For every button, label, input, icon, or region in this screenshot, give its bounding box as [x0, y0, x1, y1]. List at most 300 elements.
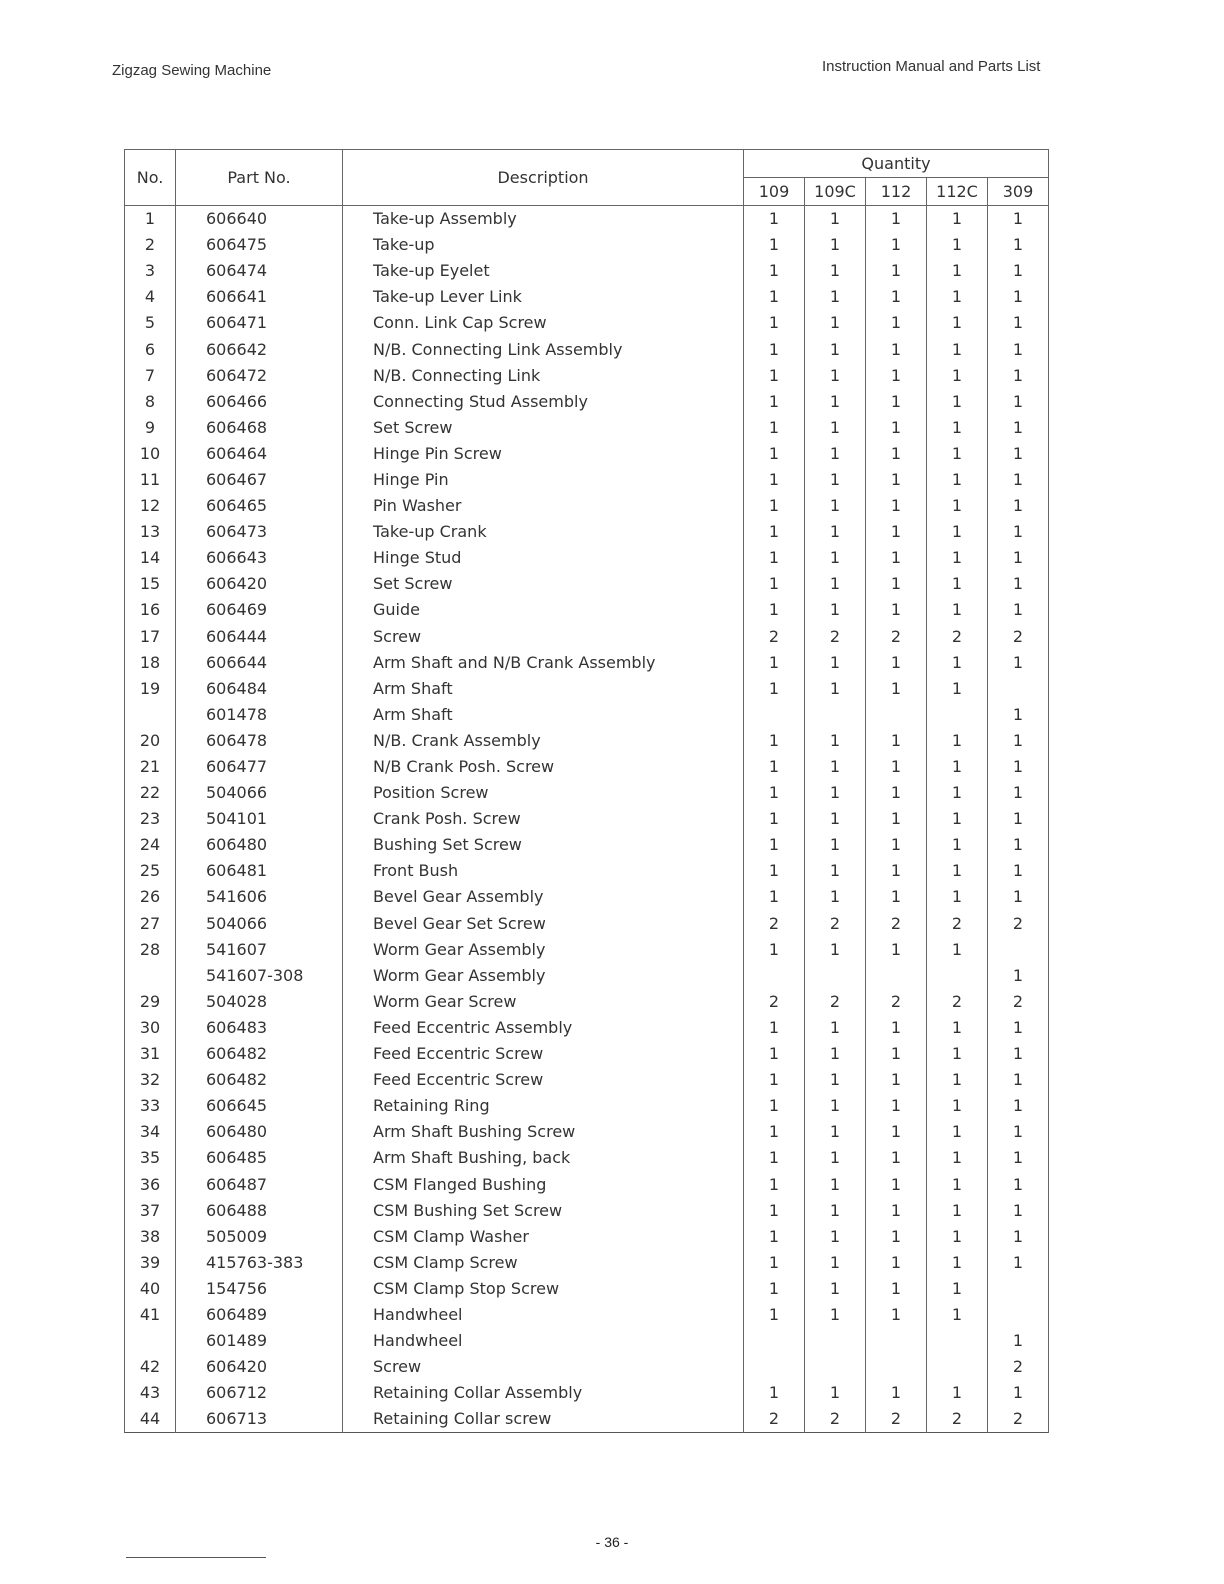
- qty-109c: 1: [805, 650, 866, 676]
- qty-109: 1: [744, 1224, 805, 1250]
- qty-109: 1: [744, 1380, 805, 1406]
- qty-112c: 1: [927, 519, 988, 545]
- qty-109: 2: [744, 1406, 805, 1433]
- description: Retaining Ring: [343, 1093, 744, 1119]
- description: Worm Gear Screw: [343, 989, 744, 1015]
- qty-109c: 1: [805, 467, 866, 493]
- table-row: [125, 1198, 1049, 1224]
- column-header-no: No.: [125, 150, 176, 206]
- qty-112c: [927, 1354, 988, 1380]
- qty-112c: 1: [927, 1015, 988, 1041]
- description: Arm Shaft Bushing, back: [343, 1145, 744, 1171]
- qty-112: 1: [866, 310, 927, 336]
- description: Worm Gear Assembly: [343, 937, 744, 963]
- item-number: 3: [125, 258, 176, 284]
- part-number: 606475: [176, 232, 343, 258]
- qty-112: 1: [866, 597, 927, 623]
- qty-309: 1: [988, 728, 1049, 754]
- qty-112c: 1: [927, 1224, 988, 1250]
- column-header-quantity: Quantity: [744, 150, 1049, 178]
- description: Bevel Gear Set Screw: [343, 911, 744, 937]
- qty-109c: 1: [805, 206, 866, 233]
- qty-309: 1: [988, 493, 1049, 519]
- qty-112: 1: [866, 754, 927, 780]
- table-row: [125, 519, 1049, 545]
- qty-109: 1: [744, 1198, 805, 1224]
- part-number: 606643: [176, 545, 343, 571]
- part-number: 504101: [176, 806, 343, 832]
- qty-112: 2: [866, 1406, 927, 1433]
- item-number: 37: [125, 1198, 176, 1224]
- qty-112c: 1: [927, 728, 988, 754]
- part-number: 415763-383: [176, 1250, 343, 1276]
- description: Retaining Collar screw: [343, 1406, 744, 1433]
- part-number: 606489: [176, 1302, 343, 1328]
- qty-109: 1: [744, 884, 805, 910]
- qty-109c: 2: [805, 911, 866, 937]
- part-number: 606474: [176, 258, 343, 284]
- qty-112c: [927, 1328, 988, 1354]
- description: Guide: [343, 597, 744, 623]
- qty-109: 1: [744, 728, 805, 754]
- qty-112: 1: [866, 493, 927, 519]
- qty-309: 1: [988, 1224, 1049, 1250]
- description: Take-up Eyelet: [343, 258, 744, 284]
- column-header-model-109C: 109C: [805, 178, 866, 206]
- table-row: [125, 1380, 1049, 1406]
- item-number: 19: [125, 676, 176, 702]
- part-number: 606469: [176, 597, 343, 623]
- qty-109c: 1: [805, 232, 866, 258]
- description: Hinge Pin: [343, 467, 744, 493]
- qty-309: 1: [988, 1119, 1049, 1145]
- qty-112c: [927, 702, 988, 728]
- qty-112: 1: [866, 937, 927, 963]
- description: Screw: [343, 624, 744, 650]
- qty-112: 1: [866, 284, 927, 310]
- qty-309: 1: [988, 545, 1049, 571]
- qty-309: 1: [988, 650, 1049, 676]
- part-number: 606483: [176, 1015, 343, 1041]
- qty-112: [866, 1354, 927, 1380]
- part-number: 606472: [176, 363, 343, 389]
- table-row: [125, 284, 1049, 310]
- table-row: [125, 937, 1049, 963]
- qty-112c: 1: [927, 1276, 988, 1302]
- item-number: [125, 963, 176, 989]
- part-number: 606480: [176, 832, 343, 858]
- qty-112c: 1: [927, 1198, 988, 1224]
- item-number: 28: [125, 937, 176, 963]
- item-number: 38: [125, 1224, 176, 1250]
- table-row: [125, 493, 1049, 519]
- column-header-model-109: 109: [744, 178, 805, 206]
- qty-112c: 1: [927, 650, 988, 676]
- item-number: 16: [125, 597, 176, 623]
- qty-109c: 1: [805, 754, 866, 780]
- qty-109: 1: [744, 1171, 805, 1197]
- qty-112: 1: [866, 676, 927, 702]
- item-number: 6: [125, 336, 176, 362]
- part-number: 504028: [176, 989, 343, 1015]
- qty-109: [744, 1328, 805, 1354]
- description: Set Screw: [343, 571, 744, 597]
- item-number: 22: [125, 780, 176, 806]
- qty-112c: 1: [927, 858, 988, 884]
- qty-309: 1: [988, 441, 1049, 467]
- part-number: 606480: [176, 1119, 343, 1145]
- part-number: 606642: [176, 336, 343, 362]
- qty-112: 1: [866, 1198, 927, 1224]
- qty-109c: 1: [805, 258, 866, 284]
- table-row: [125, 1250, 1049, 1276]
- qty-109: 1: [744, 754, 805, 780]
- description: Take-up: [343, 232, 744, 258]
- item-number: 41: [125, 1302, 176, 1328]
- qty-309: [988, 1276, 1049, 1302]
- qty-109c: 1: [805, 389, 866, 415]
- description: CSM Clamp Washer: [343, 1224, 744, 1250]
- qty-309: 1: [988, 571, 1049, 597]
- part-number: 606640: [176, 206, 343, 233]
- item-number: [125, 702, 176, 728]
- item-number: 40: [125, 1276, 176, 1302]
- description: Bevel Gear Assembly: [343, 884, 744, 910]
- part-number: 606473: [176, 519, 343, 545]
- table-row: [125, 806, 1049, 832]
- qty-109c: 1: [805, 284, 866, 310]
- table-row: [125, 415, 1049, 441]
- item-number: 20: [125, 728, 176, 754]
- qty-112c: 1: [927, 363, 988, 389]
- qty-109c: [805, 702, 866, 728]
- part-number: 606645: [176, 1093, 343, 1119]
- qty-112: [866, 963, 927, 989]
- description: Take-up Assembly: [343, 206, 744, 233]
- table-row: [125, 1119, 1049, 1145]
- table-row: [125, 545, 1049, 571]
- description: Take-up Crank: [343, 519, 744, 545]
- qty-112c: 1: [927, 467, 988, 493]
- part-number: 606484: [176, 676, 343, 702]
- part-number: 505009: [176, 1224, 343, 1250]
- part-number: 601489: [176, 1328, 343, 1354]
- qty-112: 1: [866, 1119, 927, 1145]
- qty-109: [744, 702, 805, 728]
- qty-112: 1: [866, 780, 927, 806]
- qty-109: 1: [744, 336, 805, 362]
- table-row: [125, 780, 1049, 806]
- qty-112: [866, 702, 927, 728]
- qty-112: 1: [866, 441, 927, 467]
- table-row: [125, 1406, 1049, 1433]
- qty-109c: 1: [805, 493, 866, 519]
- qty-309: 1: [988, 206, 1049, 233]
- part-number: 606467: [176, 467, 343, 493]
- description: Front Bush: [343, 858, 744, 884]
- item-number: 1: [125, 206, 176, 233]
- qty-112c: 1: [927, 310, 988, 336]
- qty-109: 1: [744, 415, 805, 441]
- qty-109: 1: [744, 676, 805, 702]
- qty-109: [744, 1354, 805, 1380]
- qty-112: 1: [866, 1067, 927, 1093]
- qty-109c: 2: [805, 1406, 866, 1433]
- qty-109c: 1: [805, 1067, 866, 1093]
- qty-112: 1: [866, 415, 927, 441]
- qty-112: 1: [866, 650, 927, 676]
- qty-309: 1: [988, 1093, 1049, 1119]
- part-number: 606482: [176, 1041, 343, 1067]
- part-number: 606471: [176, 310, 343, 336]
- table-row: [125, 258, 1049, 284]
- item-number: 24: [125, 832, 176, 858]
- table-row: [125, 336, 1049, 362]
- description: Hinge Stud: [343, 545, 744, 571]
- description: Handwheel: [343, 1302, 744, 1328]
- table-row: [125, 832, 1049, 858]
- item-number: 42: [125, 1354, 176, 1380]
- parts-list-table: [124, 149, 1049, 1433]
- qty-112: 1: [866, 571, 927, 597]
- description: Arm Shaft: [343, 676, 744, 702]
- qty-109c: 1: [805, 884, 866, 910]
- qty-112: 1: [866, 232, 927, 258]
- qty-309: 1: [988, 519, 1049, 545]
- item-number: 18: [125, 650, 176, 676]
- item-number: 44: [125, 1406, 176, 1433]
- description: Connecting Stud Assembly: [343, 389, 744, 415]
- table-row: [125, 884, 1049, 910]
- description: N/B. Crank Assembly: [343, 728, 744, 754]
- qty-112: 1: [866, 858, 927, 884]
- qty-109c: 1: [805, 1250, 866, 1276]
- qty-112c: 2: [927, 624, 988, 650]
- qty-109c: 1: [805, 545, 866, 571]
- description: CSM Flanged Bushing: [343, 1171, 744, 1197]
- qty-309: 1: [988, 415, 1049, 441]
- description: Set Screw: [343, 415, 744, 441]
- qty-112: 1: [866, 1224, 927, 1250]
- qty-309: 1: [988, 884, 1049, 910]
- qty-309: [988, 937, 1049, 963]
- qty-109: 1: [744, 258, 805, 284]
- table-row: [125, 1093, 1049, 1119]
- part-number: 606468: [176, 415, 343, 441]
- qty-109c: 1: [805, 832, 866, 858]
- table-row: [125, 624, 1049, 650]
- qty-109c: 1: [805, 363, 866, 389]
- part-number: 606478: [176, 728, 343, 754]
- description: Arm Shaft: [343, 702, 744, 728]
- part-number: 606477: [176, 754, 343, 780]
- qty-112c: 1: [927, 754, 988, 780]
- qty-112: 1: [866, 206, 927, 233]
- part-number: 154756: [176, 1276, 343, 1302]
- part-number: 606465: [176, 493, 343, 519]
- qty-112c: 1: [927, 1380, 988, 1406]
- description: N/B Crank Posh. Screw: [343, 754, 744, 780]
- qty-112: [866, 1328, 927, 1354]
- qty-109: 1: [744, 1302, 805, 1328]
- qty-309: 1: [988, 389, 1049, 415]
- qty-109: 1: [744, 806, 805, 832]
- qty-109c: 1: [805, 310, 866, 336]
- qty-112: 1: [866, 258, 927, 284]
- qty-109c: [805, 963, 866, 989]
- item-number: 35: [125, 1145, 176, 1171]
- item-number: 4: [125, 284, 176, 310]
- description: CSM Clamp Stop Screw: [343, 1276, 744, 1302]
- part-number: 504066: [176, 911, 343, 937]
- qty-109c: [805, 1328, 866, 1354]
- qty-112: 1: [866, 389, 927, 415]
- table-row: [125, 1224, 1049, 1250]
- qty-109c: 1: [805, 519, 866, 545]
- table-row: [125, 597, 1049, 623]
- qty-109: 1: [744, 284, 805, 310]
- qty-109c: 1: [805, 937, 866, 963]
- qty-109c: 1: [805, 597, 866, 623]
- table-row: [125, 232, 1049, 258]
- qty-309: 1: [988, 1145, 1049, 1171]
- qty-109c: [805, 1354, 866, 1380]
- part-number: 606712: [176, 1380, 343, 1406]
- table-row: [125, 676, 1049, 702]
- description: Arm Shaft and N/B Crank Assembly: [343, 650, 744, 676]
- description: CSM Bushing Set Screw: [343, 1198, 744, 1224]
- document-header-title: Zigzag Sewing Machine: [112, 62, 272, 79]
- item-number: 29: [125, 989, 176, 1015]
- table-row: [125, 389, 1049, 415]
- qty-109: 1: [744, 441, 805, 467]
- table-row: [125, 1145, 1049, 1171]
- table-row: [125, 1302, 1049, 1328]
- item-number: [125, 1328, 176, 1354]
- qty-309: 1: [988, 1171, 1049, 1197]
- qty-109c: 1: [805, 1302, 866, 1328]
- qty-109c: 1: [805, 1119, 866, 1145]
- qty-109c: 2: [805, 989, 866, 1015]
- qty-109: 1: [744, 389, 805, 415]
- table-row: [125, 702, 1049, 728]
- qty-109: 2: [744, 624, 805, 650]
- qty-112c: 1: [927, 571, 988, 597]
- qty-309: 1: [988, 310, 1049, 336]
- qty-112c: 1: [927, 884, 988, 910]
- item-number: 36: [125, 1171, 176, 1197]
- part-number: 541607: [176, 937, 343, 963]
- table-row: [125, 571, 1049, 597]
- column-header-model-309: 309: [988, 178, 1049, 206]
- qty-112: 1: [866, 1276, 927, 1302]
- qty-109: 1: [744, 832, 805, 858]
- item-number: 21: [125, 754, 176, 780]
- qty-112c: 1: [927, 676, 988, 702]
- qty-112c: 1: [927, 284, 988, 310]
- qty-109c: 1: [805, 1093, 866, 1119]
- qty-109: 1: [744, 232, 805, 258]
- item-number: 26: [125, 884, 176, 910]
- description: Pin Washer: [343, 493, 744, 519]
- qty-109: 1: [744, 780, 805, 806]
- qty-109: 1: [744, 467, 805, 493]
- table-row: [125, 728, 1049, 754]
- qty-109: 1: [744, 571, 805, 597]
- qty-309: 1: [988, 832, 1049, 858]
- qty-109c: 2: [805, 624, 866, 650]
- qty-309: 1: [988, 1041, 1049, 1067]
- qty-112: 1: [866, 884, 927, 910]
- qty-112: 1: [866, 1250, 927, 1276]
- qty-112c: 1: [927, 1067, 988, 1093]
- column-header-model-112: 112: [866, 178, 927, 206]
- qty-112c: 1: [927, 780, 988, 806]
- qty-109c: 1: [805, 1041, 866, 1067]
- item-number: 13: [125, 519, 176, 545]
- footnote-divider: [126, 1557, 266, 1558]
- qty-112c: 1: [927, 545, 988, 571]
- description: N/B. Connecting Link: [343, 363, 744, 389]
- description: Feed Eccentric Assembly: [343, 1015, 744, 1041]
- part-number: 606420: [176, 571, 343, 597]
- qty-109c: 1: [805, 806, 866, 832]
- item-number: 31: [125, 1041, 176, 1067]
- part-number: 606644: [176, 650, 343, 676]
- qty-309: 2: [988, 624, 1049, 650]
- table-row: [125, 989, 1049, 1015]
- qty-112: 1: [866, 806, 927, 832]
- part-number: 606420: [176, 1354, 343, 1380]
- qty-109: 2: [744, 989, 805, 1015]
- qty-309: 1: [988, 258, 1049, 284]
- qty-112c: [927, 963, 988, 989]
- qty-309: [988, 1302, 1049, 1328]
- description: Position Screw: [343, 780, 744, 806]
- item-number: 2: [125, 232, 176, 258]
- table-row: [125, 754, 1049, 780]
- description: Feed Eccentric Screw: [343, 1041, 744, 1067]
- qty-309: [988, 676, 1049, 702]
- qty-109: 1: [744, 519, 805, 545]
- description: Hinge Pin Screw: [343, 441, 744, 467]
- description: Crank Posh. Screw: [343, 806, 744, 832]
- description: Conn. Link Cap Screw: [343, 310, 744, 336]
- qty-112c: 1: [927, 806, 988, 832]
- item-number: 27: [125, 911, 176, 937]
- qty-112c: 1: [927, 206, 988, 233]
- part-number: 606444: [176, 624, 343, 650]
- item-number: 17: [125, 624, 176, 650]
- description: Screw: [343, 1354, 744, 1380]
- qty-109c: 1: [805, 336, 866, 362]
- table-row: [125, 650, 1049, 676]
- qty-112c: 1: [927, 232, 988, 258]
- table-row: [125, 911, 1049, 937]
- description: Worm Gear Assembly: [343, 963, 744, 989]
- qty-112c: 1: [927, 441, 988, 467]
- qty-309: 1: [988, 1067, 1049, 1093]
- qty-109c: 1: [805, 571, 866, 597]
- table-row: [125, 1015, 1049, 1041]
- qty-109: 1: [744, 310, 805, 336]
- part-number: 504066: [176, 780, 343, 806]
- item-number: 34: [125, 1119, 176, 1145]
- qty-112: 1: [866, 545, 927, 571]
- item-number: 32: [125, 1067, 176, 1093]
- part-number: 606488: [176, 1198, 343, 1224]
- qty-309: 1: [988, 1198, 1049, 1224]
